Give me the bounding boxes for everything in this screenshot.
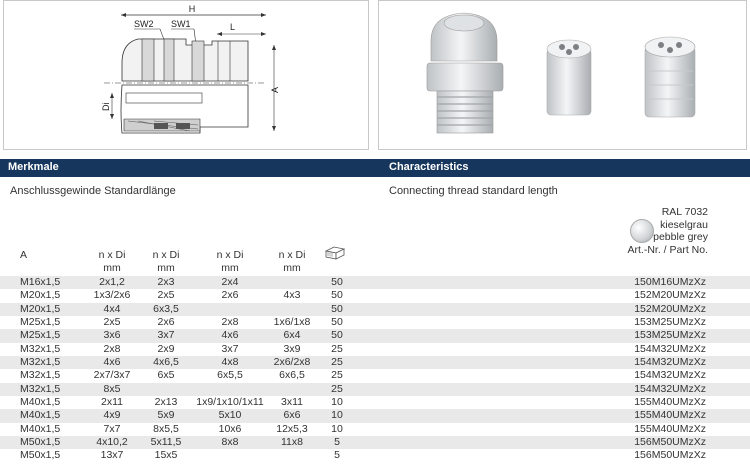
thread-size-cell: M50x1,5 — [20, 449, 61, 462]
column-header-label: n x Di — [216, 249, 244, 261]
thread-size-cell: M40x1,5 — [20, 396, 61, 409]
product-photo — [379, 1, 746, 149]
column-header-n-x-di — [138, 249, 194, 275]
n-x-di-1-cell: 3x6 — [103, 329, 121, 342]
column-header-n-x-di — [188, 249, 272, 275]
column-header-unit: mm — [157, 262, 175, 274]
part-number-cell: 155M40UMzXz — [634, 396, 706, 409]
n-x-di-4-cell: 4x3 — [283, 289, 301, 302]
n-x-di-3-cell: 6x5,5 — [217, 369, 243, 382]
table-row — [0, 423, 750, 436]
n-x-di-3-cell: 5x10 — [218, 409, 242, 422]
part-number-cell: 152M20UMzXz — [634, 289, 706, 302]
dim-l-label: L — [230, 22, 236, 32]
thread-size-cell: M25x1,5 — [20, 329, 61, 342]
n-x-di-4-cell: 6x4 — [283, 329, 301, 342]
part-number-cell: 154M32UMzXz — [634, 369, 706, 382]
pack-quantity-cell: 50 — [331, 316, 343, 329]
table-row — [0, 356, 750, 369]
n-x-di-1-cell: 1x3/2x6 — [93, 289, 131, 302]
cable-gland-drawing — [4, 1, 368, 149]
n-x-di-2-cell: 2x6 — [157, 316, 175, 329]
pack-quantity-cell: 50 — [331, 302, 343, 315]
pack-quantity-cell: 50 — [331, 329, 343, 342]
product-table — [0, 276, 750, 463]
n-x-di-2-cell: 5x9 — [157, 409, 175, 422]
seal-insert-image — [645, 37, 695, 117]
pack-quantity-cell: 25 — [331, 342, 343, 355]
pack-quantity-cell: 25 — [331, 382, 343, 395]
n-x-di-3-cell: 8x8 — [221, 436, 239, 449]
n-x-di-2-cell: 2x13 — [154, 396, 178, 409]
n-x-di-1-cell: 2x8 — [103, 342, 121, 355]
pack-quantity-cell: 50 — [331, 289, 343, 302]
pack-quantity-cell: 10 — [331, 422, 343, 435]
pack-quantity-cell: 25 — [331, 356, 343, 369]
dim-sw2-label: SW2 — [134, 19, 154, 29]
dim-a-label: A — [270, 86, 280, 93]
n-x-di-4-cell: 3x9 — [283, 342, 301, 355]
n-x-di-1-cell: 4x9 — [103, 409, 121, 422]
n-x-di-3-cell: 10x6 — [218, 422, 242, 435]
thread-size-cell: M32x1,5 — [20, 356, 61, 369]
thread-size-cell: M32x1,5 — [20, 342, 61, 355]
part-number-cell: 154M32UMzXz — [634, 356, 706, 369]
n-x-di-2-cell: 4x6,5 — [153, 356, 179, 369]
thread-size-cell: M50x1,5 — [20, 436, 61, 449]
color-name-german: kieselgrau — [660, 218, 708, 231]
part-number-cell: 153M25UMzXz — [634, 316, 706, 329]
header-characteristics: Characteristics — [389, 161, 469, 173]
n-x-di-3-cell: 2x8 — [221, 316, 239, 329]
box-icon — [324, 245, 346, 261]
table-row — [0, 436, 750, 449]
column-header-n-x-di — [262, 249, 322, 275]
n-x-di-1-cell: 2x1,2 — [99, 276, 125, 288]
column-header-label: n x Di — [152, 249, 180, 261]
column-header-unit: mm — [283, 262, 301, 274]
part-number-cell: 155M40UMzXz — [634, 409, 706, 422]
table-row — [0, 343, 750, 356]
column-header-label: n x Di — [98, 249, 126, 261]
pack-quantity-cell: 5 — [334, 436, 340, 449]
n-x-di-1-cell: 4x6 — [103, 356, 121, 369]
column-header-a-label: A — [20, 249, 28, 261]
cable-gland-image — [427, 13, 503, 133]
table-row — [0, 276, 750, 289]
seal-insert-image — [547, 40, 591, 115]
part-number-cell: 156M50UMzXz — [634, 449, 706, 462]
n-x-di-4-cell: 11x8 — [281, 436, 303, 449]
n-x-di-1-cell: 2x7/3x7 — [93, 369, 131, 382]
n-x-di-2-cell: 6x3,5 — [153, 302, 179, 315]
thread-size-cell: M32x1,5 — [20, 369, 61, 382]
pack-quantity-cell: 50 — [331, 276, 343, 288]
n-x-di-1-cell: 2x5 — [103, 316, 121, 329]
n-x-di-1-cell: 13x7 — [100, 449, 124, 462]
table-row — [0, 396, 750, 409]
n-x-di-3-cell: 2x4 — [221, 276, 239, 288]
table-row — [0, 329, 750, 342]
column-header-unit: mm — [221, 262, 239, 274]
n-x-di-1-cell: 8x5 — [103, 382, 121, 395]
dim-di-label: Di — [101, 102, 111, 111]
n-x-di-2-cell: 15x5 — [154, 449, 178, 462]
thread-size-cell: M40x1,5 — [20, 409, 61, 422]
dim-sw1-label: SW1 — [171, 19, 191, 29]
n-x-di-1-cell: 4x10,2 — [96, 436, 128, 449]
table-row — [0, 383, 750, 396]
n-x-di-2-cell: 5x11,5 — [150, 436, 182, 449]
column-header-a — [20, 249, 27, 262]
part-number-cell: 152M20UMzXz — [634, 302, 706, 315]
dim-h-label: H — [188, 4, 196, 14]
table-row — [0, 316, 750, 329]
n-x-di-2-cell: 6x5 — [157, 369, 175, 382]
n-x-di-2-cell: 8x5,5 — [153, 422, 179, 435]
part-number-cell: 154M32UMzXz — [634, 342, 706, 355]
pack-quantity-cell: 25 — [331, 369, 343, 382]
thread-size-cell: M16x1,5 — [20, 276, 61, 288]
pack-quantity-cell: 10 — [331, 409, 343, 422]
header-merkmale: Merkmale — [8, 161, 59, 173]
part-number-label: Art.-Nr. / Part No. — [627, 243, 708, 256]
part-number-cell: 153M25UMzXz — [634, 329, 706, 342]
n-x-di-4-cell: 6x6 — [283, 409, 301, 422]
n-x-di-4-cell: 1x6/1x8 — [273, 316, 311, 329]
part-number-cell: 154M32UMzXz — [634, 382, 706, 395]
product-photo-panel — [378, 0, 747, 150]
n-x-di-4-cell: 3x11 — [281, 396, 303, 409]
thread-size-cell: M32x1,5 — [20, 382, 61, 395]
table-row — [0, 303, 750, 316]
part-number-cell: 156M50UMzXz — [634, 436, 706, 449]
n-x-di-3-cell: 2x6 — [221, 289, 239, 302]
thread-size-cell: M40x1,5 — [20, 422, 61, 435]
ral-code: RAL 7032 — [661, 206, 708, 218]
n-x-di-1-cell: 2x11 — [101, 396, 123, 409]
n-x-di-3-cell: 1x9/1x10/1x11 — [196, 396, 264, 409]
column-header-n-x-di — [82, 249, 142, 275]
n-x-di-4-cell: 2x6/2x8 — [273, 356, 311, 369]
thread-size-cell: M20x1,5 — [20, 302, 61, 315]
n-x-di-3-cell: 4x8 — [221, 356, 239, 369]
thread-size-cell: M25x1,5 — [20, 316, 61, 329]
column-header-unit: mm — [103, 262, 121, 274]
n-x-di-1-cell: 7x7 — [103, 422, 121, 435]
table-row — [0, 289, 750, 302]
n-x-di-4-cell: 12x5,3 — [276, 422, 308, 435]
table-row — [0, 449, 750, 462]
technical-drawing-panel — [3, 0, 369, 150]
part-number-header — [588, 206, 708, 256]
part-number-cell: 150M16UMzXz — [634, 276, 706, 288]
pack-quantity-cell: 5 — [334, 449, 340, 462]
n-x-di-2-cell: 2x9 — [157, 342, 175, 355]
part-number-cell: 155M40UMzXz — [634, 422, 706, 435]
n-x-di-2-cell: 3x7 — [157, 329, 175, 342]
section-header — [0, 159, 750, 177]
subtitle-german: Anschlussgewinde Standardlänge — [10, 185, 176, 197]
thread-size-cell: M20x1,5 — [20, 289, 61, 302]
n-x-di-2-cell: 2x3 — [157, 276, 175, 288]
subtitle-english: Connecting thread standard length — [389, 185, 558, 197]
table-row — [0, 409, 750, 422]
n-x-di-2-cell: 2x5 — [157, 289, 175, 302]
n-x-di-3-cell: 4x6 — [221, 329, 239, 342]
n-x-di-1-cell: 4x4 — [103, 302, 121, 315]
color-name-english: pebble grey — [653, 231, 708, 244]
n-x-di-3-cell: 3x7 — [221, 342, 239, 355]
table-row — [0, 369, 750, 382]
column-header-label: n x Di — [278, 249, 306, 261]
n-x-di-4-cell: 6x6,5 — [279, 369, 305, 382]
pack-quantity-cell: 10 — [331, 396, 343, 409]
